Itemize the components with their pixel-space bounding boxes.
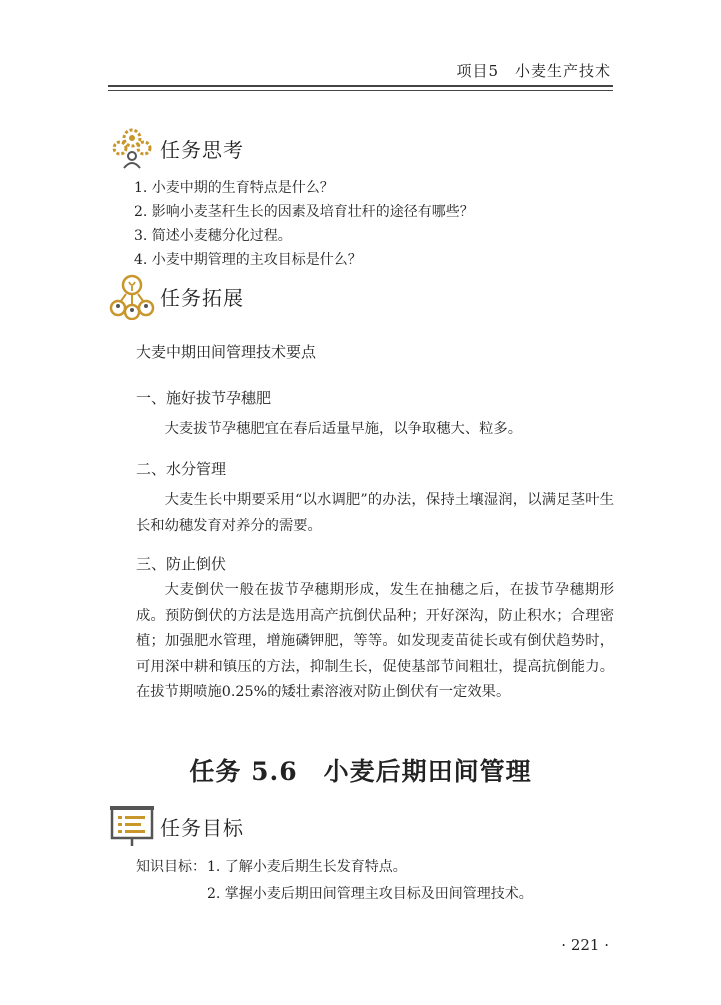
section-heading: 三、防止倒伏	[136, 555, 227, 573]
paragraph: 大麦倒伏一般在拔节孕穗期形成，发生在抽穗之后，在拔节孕穗期形成。预防倒伏的方法是选用高产抗倒伏品种；开好深沟，防止积水；合理密植；加强肥水管理，增施磷钾肥，等等。如发现麦苗徒长或有倒伏趋势时，可用深中耕和镇压的方法，抑制生长，促使基部节间粗壮，提高抗倒能力。在拔节期喷施0.25%的矮壮素溶液对防止倒伏有一定效果。	[136, 582, 614, 700]
page-number: · 221 ·	[561, 936, 609, 954]
lightbulb-team-icon	[108, 272, 156, 320]
running-header: 项目5 小麦生产技术	[456, 62, 611, 80]
list-item: 2. 影响小麦茎秆生长的因素及培育壮秆的途径有哪些？	[134, 204, 474, 220]
header-rule	[108, 85, 613, 87]
list-item: 4. 小麦中期管理的主攻目标是什么？	[134, 252, 362, 268]
question-list	[134, 176, 474, 272]
article-title: 大麦中期田间管理技术要点	[136, 343, 317, 361]
task-goal-heading	[108, 802, 244, 850]
header-rule	[108, 90, 613, 91]
task-thinking-heading	[108, 124, 244, 172]
list-item: 2. 掌握小麦后期田间管理主攻目标及田间管理技术。	[207, 886, 533, 902]
section-title: 任务思考	[160, 137, 244, 162]
knowledge-goal-label: 知识目标：	[136, 859, 206, 875]
section-title: 任务目标	[160, 815, 244, 840]
section-heading: 一、施好拔节孕穗肥	[136, 389, 272, 407]
task-title: 任务 5.6 小麦后期田间管理	[189, 757, 532, 786]
list-item: 1. 了解小麦后期生长发育特点。	[207, 859, 407, 875]
section-heading: 二、水分管理	[136, 460, 227, 478]
presentation-board-icon	[108, 802, 156, 850]
section-title: 任务拓展	[160, 285, 244, 310]
list-item: 1. 小麦中期的生育特点是什么？	[134, 180, 334, 196]
paragraph: 大麦生长中期要采用“以水调肥”的办法，保持土壤湿润，以满足茎叶生长和幼穗发育对养分的需要。	[136, 492, 614, 534]
paragraph: 大麦拔节孕穗肥宜在春后适量早施，以争取穗大、粒多。	[164, 421, 523, 437]
gears-person-icon	[108, 124, 156, 172]
task-expand-heading	[108, 272, 244, 320]
list-item: 3. 简述小麦穗分化过程。	[134, 228, 292, 244]
